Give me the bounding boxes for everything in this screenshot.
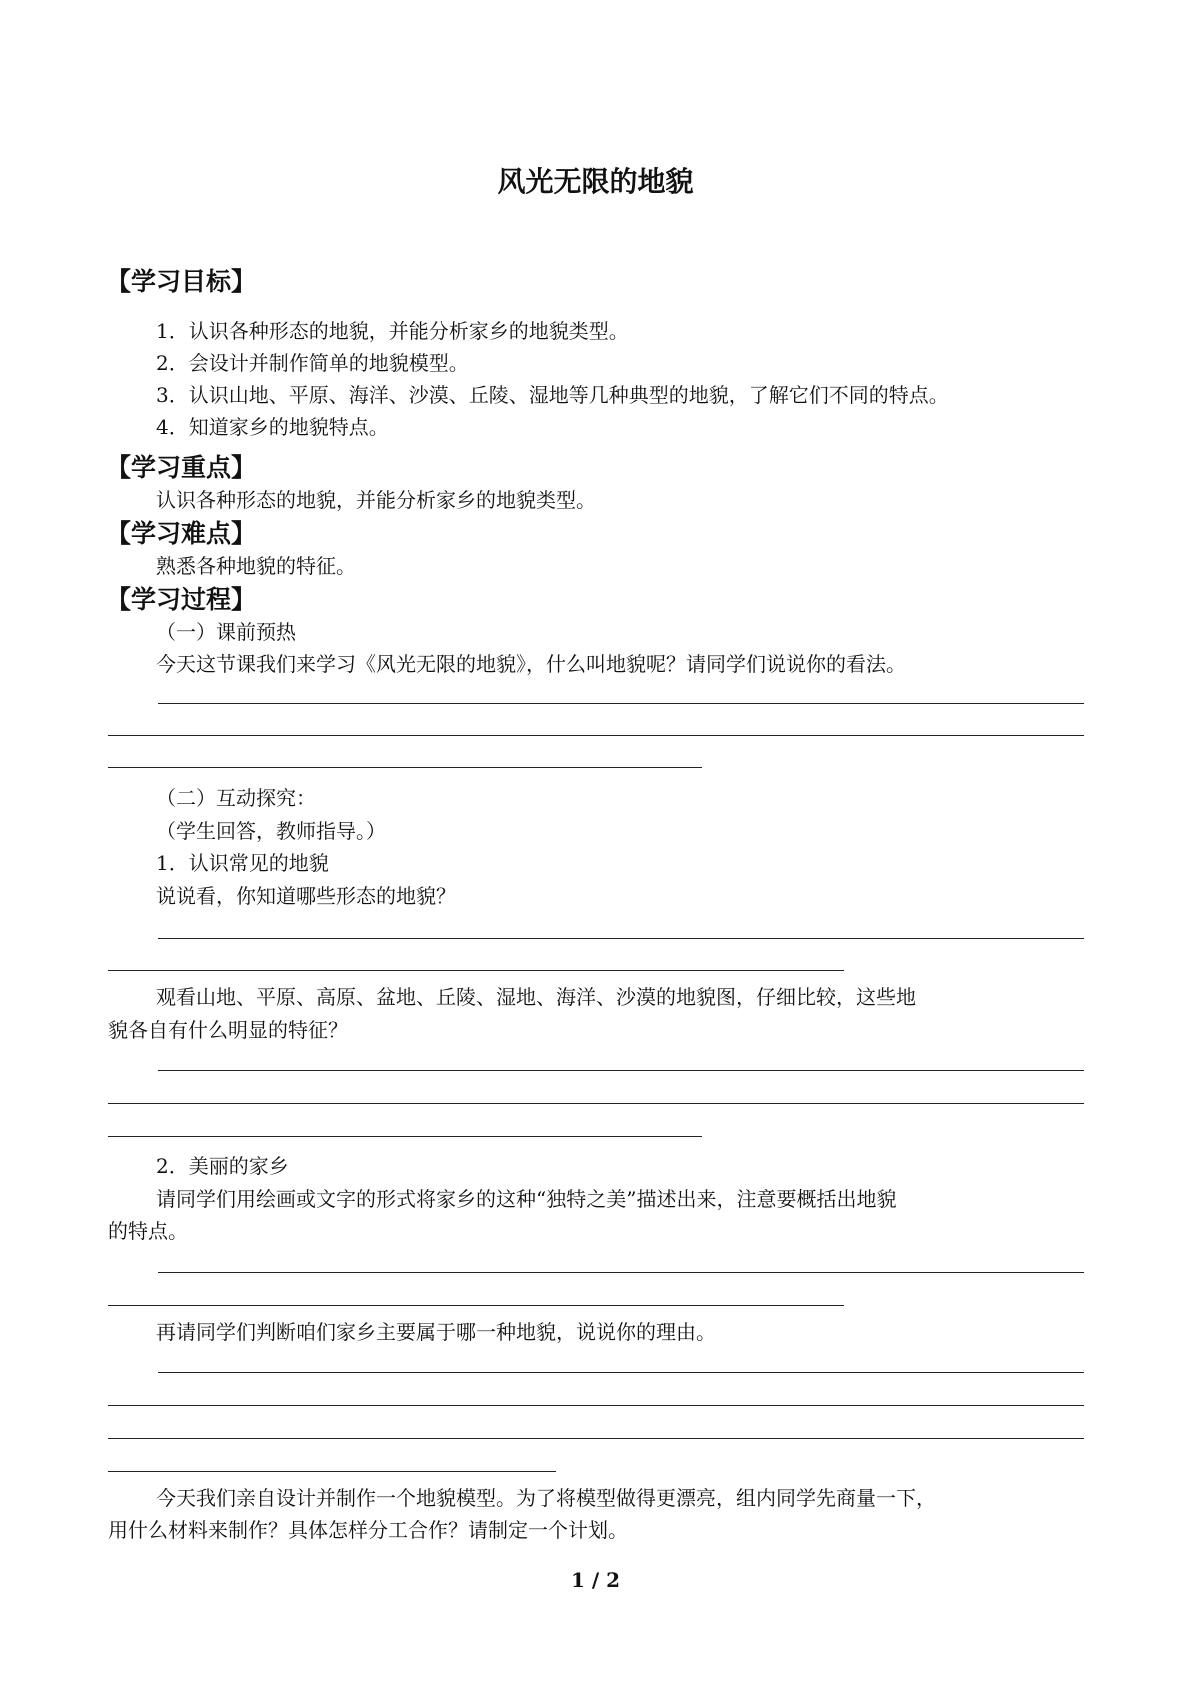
part2-title: （二）互动探究：	[156, 786, 316, 810]
answer-line[interactable]	[108, 767, 702, 768]
section2-question-3-line1: 今天我们亲自设计并制作一个地貌模型。为了将模型做得更漂亮，组内同学先商量一下，	[156, 1486, 936, 1510]
section1-question-2-line1: 观看山地、平原、高原、盆地、丘陵、湿地、海洋、沙漠的地貌图，仔细比较，这些地	[156, 985, 916, 1009]
answer-line[interactable]	[108, 1305, 844, 1306]
answer-line[interactable]	[108, 1438, 1084, 1439]
key-point-text: 认识各种形态的地貌，并能分析家乡的地貌类型。	[156, 488, 596, 512]
objective-item: 2．会设计并制作简单的地貌模型。	[156, 351, 469, 375]
answer-line[interactable]	[108, 970, 844, 971]
answer-line[interactable]	[108, 1405, 1084, 1406]
section2-title: 2．美丽的家乡	[156, 1154, 289, 1178]
objective-item: 4．知道家乡的地貌特点。	[156, 415, 389, 439]
page-number: 1 / 2	[570, 1568, 621, 1592]
answer-line[interactable]	[108, 1103, 1084, 1104]
process-heading: 【学习过程】	[106, 585, 257, 614]
difficulty-heading: 【学习难点】	[106, 519, 257, 548]
objectives-heading: 【学习目标】	[106, 267, 257, 296]
answer-line[interactable]	[158, 1272, 1084, 1273]
difficulty-text: 熟悉各种地貌的特征。	[156, 554, 356, 578]
answer-line[interactable]	[108, 735, 1084, 736]
answer-line[interactable]	[108, 1471, 556, 1472]
answer-line[interactable]	[158, 1070, 1084, 1071]
objective-item: 1．认识各种形态的地貌，并能分析家乡的地貌类型。	[156, 319, 629, 343]
section2-question-1-line2: 的特点。	[108, 1219, 188, 1243]
section2-question-3-line2: 用什么材料来制作？具体怎样分工合作？请制定一个计划。	[108, 1518, 628, 1542]
answer-line[interactable]	[108, 1136, 702, 1137]
section1-question-2-line2: 貌各自有什么明显的特征？	[108, 1018, 348, 1042]
section1-question: 说说看，你知道哪些形态的地貌？	[156, 884, 456, 908]
objective-item: 3．认识山地、平原、海洋、沙漠、丘陵、湿地等几种典型的地貌，了解它们不同的特点。	[156, 383, 949, 407]
answer-line[interactable]	[158, 1372, 1084, 1373]
answer-line[interactable]	[158, 703, 1084, 704]
section2-question-2: 再请同学们判断咱们家乡主要属于哪一种地貌，说说你的理由。	[156, 1320, 716, 1344]
key-point-heading: 【学习重点】	[106, 453, 257, 482]
section2-question-1-line1: 请同学们用绘画或文字的形式将家乡的这种“独特之美”描述出来，注意要概括出地貌	[156, 1187, 897, 1211]
part1-question: 今天这节课我们来学习《风光无限的地貌》，什么叫地貌呢？请同学们说说你的看法。	[156, 652, 906, 676]
section1-title: 1．认识常见的地貌	[156, 851, 329, 875]
answer-line[interactable]	[158, 938, 1084, 939]
part1-title: （一）课前预热	[156, 620, 296, 644]
page-title: 风光无限的地貌	[497, 165, 694, 198]
part2-note: （学生回答，教师指导。）	[156, 819, 386, 843]
